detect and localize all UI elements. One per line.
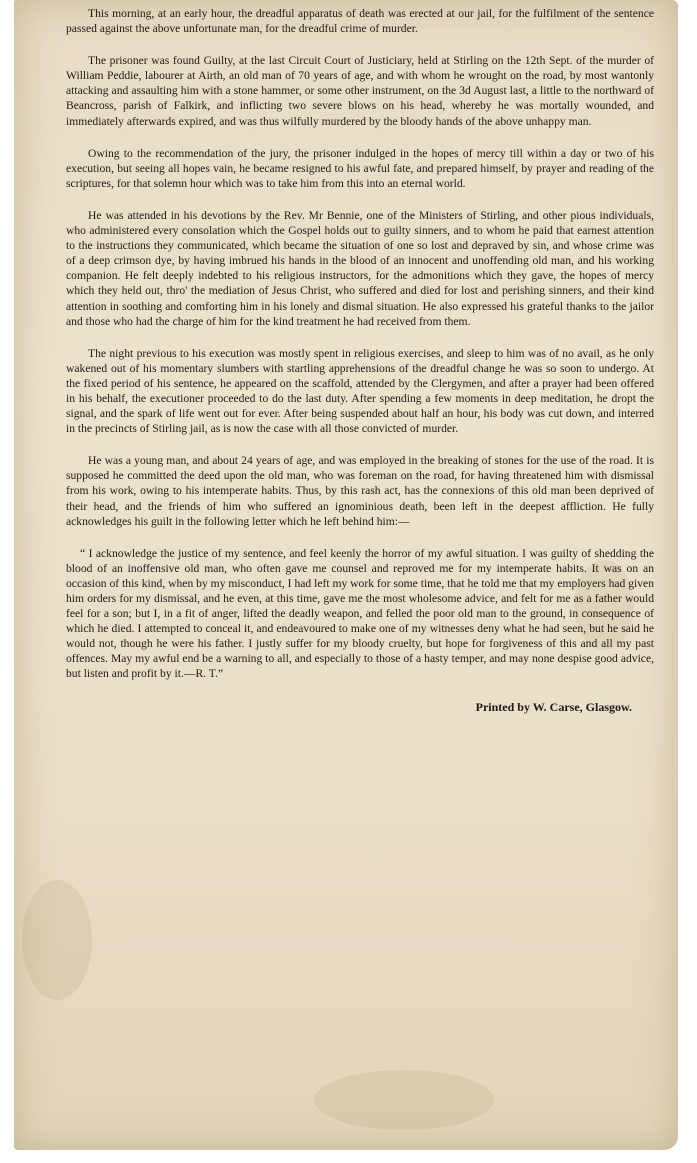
printer-imprint: Printed by W. Carse, Glasgow. [475, 699, 632, 714]
paper-stain [22, 880, 92, 1000]
paragraph-verdict: The prisoner was found Guilty, at the last Circuit Court of Justiciary, held at Stirling on the 12th Sept. of the murder of William Peddie, labourer at Airth, an old man of 70 years of age, and with whom he wrought on the road, by most wantonly attacking and assaulting him with a stone hammer, or some other instrument, on the 3d August last, a little to the northward of Beancross, parish of Falkirk, and inflicting two severe blows on his head, whereby he was mortally wounded, and immediately afterwards expired, and was thus wilfully murdered by the bloody hands of the above unhappy man. [66, 54, 654, 128]
confession-letter: “ I acknowledge the justice of my sentence, and feel keenly the horror of my awful situation. I was guilty of shedding the blood of an inoffensive old man, who often gave me counsel and reproved me for my intemperate habits. It was on an occasion of this kind, when by my misconduct, I had left my work for some time, that he told me that my employers had given him orders for my dismissal, and he even, at this time, gave me the most wholesome advice, and felt for me as a father would feel for a son; but I, in a fit of anger, lifted the deadly weapon, and felled the poor old man to the ground, in consequence of which he died. I attempted to conceal it, and endeavoured to make one of my witnesses deny what he had seen, but he said he would not, though he were his father. I justly suffer for my bloody cruelty, but hope for forgiveness of this and all my past offences. May my awful end be a warning to all, and especially to those of a hasty temper, and may none despise good advice, but listen and profit by it.—R. T.” [66, 546, 654, 681]
paragraph-devotions: He was attended in his devotions by the Rev. Mr Bennie, one of the Ministers of Stirling, and other pious individuals, who administered every consolation which the Gospel holds out to guilty sinners, and to whom he paid that earnest attention to the instructions they communicated, which became the situation of one so lost and depraved by sin, and whose crime was of a deep crimson dye, by having imbrued his hands in the blood of an innocent and unoffending old man, and his working companion. He felt deeply indebted to his religious instructors, for the admonitions which they gave, the hopes of mercy which they held out, thro' the mediation of Jesus Christ, who suffered and died for lost and perishing sinners, and their kind attention in soothing and comforting him in his lonely and dismal situation. He also expressed his grateful thanks to the jailor and those who had the charge of him for the kind treatment he had received from them. [66, 208, 654, 328]
broadside-text [66, 6, 654, 715]
paragraph-execution: This morning, at an early hour, the dreadful apparatus of death was erected at our jail, for the fulfilment of the sentence passed against the above unfortunate man, for the dreadful crime of murder. [66, 7, 654, 36]
paper-stain [314, 1070, 494, 1130]
paragraph-night-previous: The night previous to his execution was mostly spent in religious exercises, and sleep to him was of no avail, as he only wakened out of his momentary slumbers with startling apprehensions of the dreadful change he was so soon to undergo. At the fixed period of his sentence, he appeared on the scaffold, attended by the Clergymen, and after a prayer had been offered in his behalf, the executioner proceeded to do the last duty. After spending a few moments in deep meditation, he dropt the signal, and the spark of life went out for ever. After being suspended about half an hour, his body was cut down, and interred in the precincts of Stirling jail, as is now the case with all those convicted of murder. [66, 346, 654, 436]
paragraph-background: He was a young man, and about 24 years of age, and was employed in the breaking of stones for the use of the road. It is supposed he committed the deed upon the old man, who was foreman on the road, for having threatened him with dismissal from his work, owing to his intemperate habits. Thus, by this rash act, has the connexions of this old man been deprived of their head, and the friends of him who suffered an ignominious death, been left in the deepest affliction. He fully acknowledges his guilt in the following letter which he left behind him:— [66, 454, 654, 528]
paragraph-recommendation: Owing to the recommendation of the jury, the prisoner indulged in the hopes of mercy till within a day or two of his execution, but seeing all hopes vain, he became resigned to his awful fate, and prepared himself, by prayer and reading of the scriptures, for that solemn hour which was to take him from this into an eternal world. [66, 146, 654, 190]
